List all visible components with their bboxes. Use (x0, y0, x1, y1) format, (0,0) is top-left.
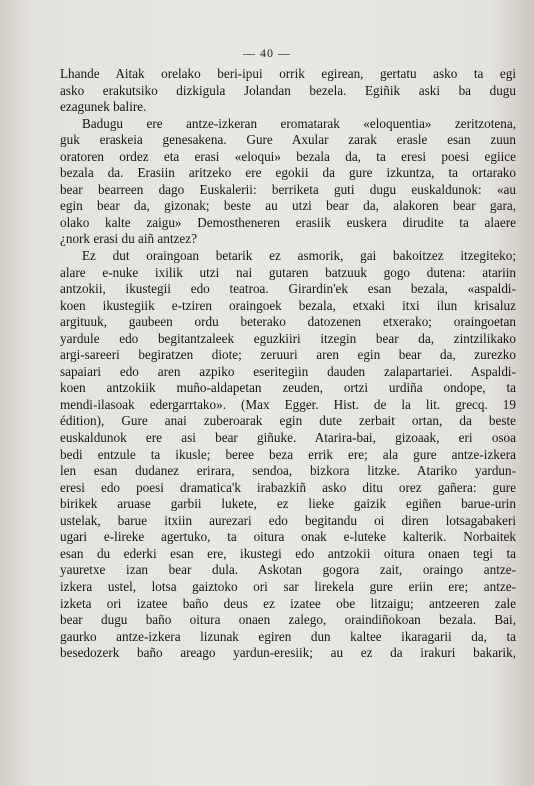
body-text (60, 66, 516, 662)
text-line: Badugu ere antze-izkeran eromatarak «eloquentia» zeritzotena, (82, 115, 516, 131)
text-line: Ez dut oraingoan betarik ez asmorik, gai bakoitzez itzegiteko; (82, 248, 516, 264)
text-line: ugari e-lireke agertuko, ta oitura onak e-luteke kalterik. Norbaitek (60, 529, 516, 545)
text-line: mendi-ilasoak edergarrtako». (Max Egger. Hist. de la lit. grecq. 19 (60, 396, 516, 412)
text-line: len esan dudanez erirara, sendoa, bizkora litzke. Atariko yardun- (60, 463, 516, 479)
text-line: koen antzokiik muño-aldapetan zeuden, ortzi urdiña ondope, ta (60, 380, 516, 396)
text-line: koen ikustegiik e-tziren oraingoek bezala, etxaki itxi ilun krisaluz (60, 297, 516, 313)
text-line: sapaiari edo aren azpiko eseritegiin dauden zalapartariei. Aspaldi- (60, 363, 516, 379)
text-line: asko erakutsiko dizkigula Jolandan bezela. Egiñik aski ba dugu (60, 82, 516, 98)
text-line: bedi entzule ta ikusle; beree beza errik ere; ala gure antze-izkera (60, 446, 516, 462)
text-line: bear bearreen dago Euskalerii: berriketa guti dugu euskaldunok: «au (60, 181, 516, 197)
text-line: ezagunek balire. (60, 99, 147, 115)
text-line: édition), Gure anai zuberoarak egin dute zerbait ortan, da beste (60, 413, 516, 429)
text-line: ¿nork erasi du aiñ antzez? (60, 231, 197, 247)
text-line: bezala da. Erasiin aritzeko ere egokii da gure izkuntza, ta ortarako (60, 165, 516, 181)
text-line: argi-sareeri begiratzen diote; zeruuri aren egin bear da, zurezko (60, 347, 516, 363)
text-line: oratoren ordez eta erasi «eloqui» bezala da, ta eresi poesi egiice (60, 148, 516, 164)
page-number: — 40 — (243, 46, 291, 60)
text-line: gaurko antze-izkera lizunak egiren dun kaltee ikaragarii da, ta (60, 628, 516, 644)
text-line: antzokii, ikustegii edo teatroa. Girardin'ek esan bezala, «aspaldi- (60, 281, 516, 297)
text-line: yardule edo begitantzaleek eguzkiiri itzegin bear da, zintzilikako (60, 330, 516, 346)
text-line: alare e-nuke ixilik utzi nai gutaren batzuuk gogo dutena: atariin (60, 264, 516, 280)
text-line: besedozerk baño areago yardun-eresiik; au ez da irakuri bakarik, (60, 645, 516, 661)
text-line: egin bear da, gizonak; beste au utzi bear da, alakoren bear gara, (60, 198, 516, 214)
text-line: birikek aruase garbii lukete, ez lieke gaizik egiñen barue-urin (60, 496, 516, 512)
text-line: esan du ederki esan ere, ikustegi edo antzokii oitura onaen tegi ta (60, 545, 516, 561)
text-line: guk eraskeia genesakena. Gure Axular zarak erasle esan zuun (60, 132, 516, 148)
text-line: argituuk, gaubeen ordu beterako datozenen etxerako; oraingoetan (60, 314, 516, 330)
text-line: yauretxe izan bear dula. Askotan gogora zait, oraingo antze- (60, 562, 516, 578)
text-line: euskaldunok ere asi bear giñuke. Atarira-bai, gizoaak, eri osoa (60, 430, 516, 446)
text-line: ustelak, barue itxiin aurezari edo begitandu oi diren lotsagabakeri (60, 512, 516, 528)
text-line: bear dugu baño oitura onaen zalego, oraindiñokoan bezala. Bai, (60, 612, 516, 628)
text-line: eresi edo poesi dramatica'k irabazkiñ asko ditu orez gañera: gure (60, 479, 516, 495)
text-line: olako kalte zaigu» Demostheneren erasiik euskera dirudite ta alaere (60, 214, 516, 230)
text-line: izkera ustel, lotsa gaiztoko ori sar lirekela gure eriin ere; antze- (60, 578, 516, 594)
text-line: izketa ori izatee baño deus ez izatee obe litzaigu; antzeeren zale (60, 595, 516, 611)
text-line: Lhande Aitak orelako beri-ipui orrik egirean, gertatu asko ta egi (60, 66, 516, 81)
